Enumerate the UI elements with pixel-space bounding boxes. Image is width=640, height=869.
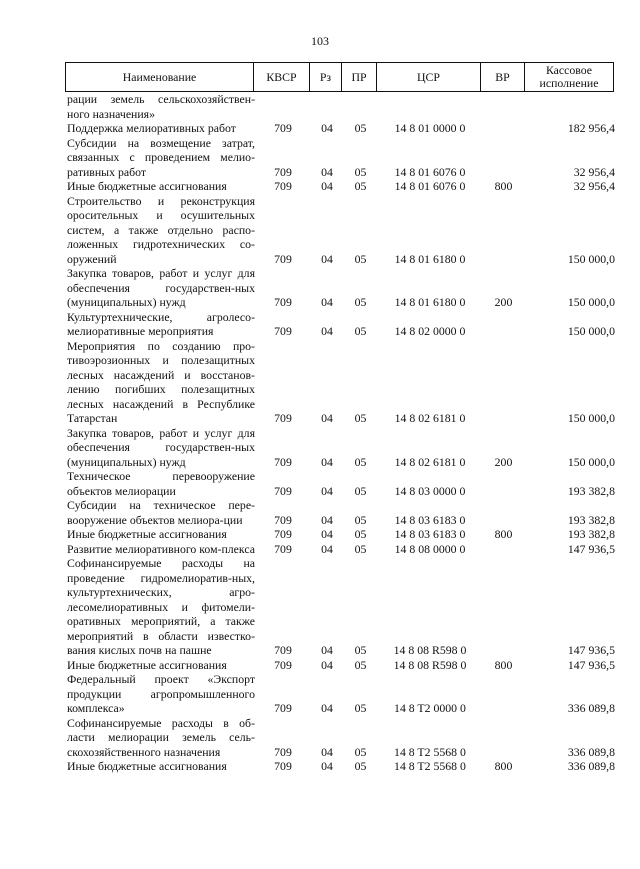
row-amount: 336 089,8 [567,744,615,759]
row-name: рации земель сельскохозяйствен-ного назначения» [67,92,255,121]
table-row [67,498,615,527]
row-csr: 14 8 T2 5568 0 [394,744,466,759]
header-rz: Рз [319,69,332,84]
row-pr: 05 [354,121,367,135]
row-amount: 182 956,4 [567,121,615,135]
row-rz: 04 [321,324,333,338]
row-kvsr: 709 [274,179,292,193]
row-rz: 04 [321,179,333,193]
row-kvsr: 709 [274,324,292,338]
row-rz: 04 [321,527,333,541]
row-pr: 05 [354,527,367,541]
row-vr: 800 [494,759,513,773]
row-amount: 147 936,5 [567,541,615,556]
table-header [65,62,614,92]
row-amount: 336 089,8 [567,759,615,773]
row-name: Закупка товаров, работ и услуг для обеспечения государствен-ных (муниципальных) нужд [67,266,255,309]
row-amount: 147 936,5 [567,643,615,657]
table-row [67,121,615,136]
row-name: Софинансируемые расходы в об-ласти мелиорации земель сель-скохозяйственного назначения [67,715,255,759]
row-amount: 32 956,4 [573,179,615,193]
row-csr: 14 8 01 6180 0 [394,251,466,266]
row-rz: 04 [321,541,333,556]
row-kvsr: 709 [274,411,292,425]
page-number: 103 [311,34,329,48]
row-name: Софинансируемые расходы на проведение гидромелиоратив-ных, культуртехнических, агро-лесомелиоративных и фитомели-оративных мероприятий, а также мероприятий в области известко-вания кислых почв на пашне [67,556,255,657]
row-pr: 05 [354,411,367,425]
row-csr: 14 8 01 6076 0 [394,164,466,179]
row-csr: 14 8 01 6180 0 [394,295,466,309]
row-amount: 147 936,5 [567,657,615,672]
row-amount: 193 382,8 [567,527,615,541]
table-row [67,469,615,498]
row-rz: 04 [321,643,333,657]
header-kvsr: КВСР [266,69,297,84]
row-rz: 04 [321,411,333,425]
row-kvsr: 709 [274,701,292,715]
row-name: Развитие мелиоративного ком-плекса [67,541,255,556]
row-csr: 14 8 03 0000 0 [394,483,466,498]
row-amount: 150 000,0 [567,295,615,309]
row-pr: 05 [354,701,367,715]
row-name: Культуртехнические, агролесо-мелиоративные мероприятия [67,309,255,338]
row-rz: 04 [321,251,333,266]
row-pr: 05 [354,179,367,193]
row-kvsr: 709 [274,251,292,266]
row-rz: 04 [321,701,333,715]
row-name: Строительство и реконструкция оросительных и осушительных систем, а также отдельно распо-ложенных гидротехнических со-оружений [67,193,255,266]
table-row [67,672,615,716]
row-vr: 800 [494,657,513,672]
row-kvsr: 709 [274,744,292,759]
row-kvsr: 709 [274,541,292,556]
table-row [67,136,615,180]
row-amount: 150 000,0 [567,251,615,266]
row-rz: 04 [321,121,333,135]
row-pr: 05 [354,657,367,672]
table-row [67,556,615,658]
row-name: Иные бюджетные ассигнования [67,179,227,193]
row-csr: 14 8 T2 0000 0 [394,701,466,715]
row-name: Иные бюджетные ассигнования [67,657,227,672]
table-row [67,92,615,121]
row-kvsr: 709 [274,759,292,773]
table-row [67,179,615,194]
row-rz: 04 [321,512,333,527]
row-csr: 14 8 02 0000 0 [394,324,466,338]
row-kvsr: 709 [274,527,292,541]
row-csr: 14 8 01 0000 0 [394,121,466,135]
table-row [67,194,615,267]
row-csr: 14 8 03 6183 0 [394,527,466,541]
header-amount: Кассовое исполнение [539,63,599,90]
row-name: Поддержка мелиоративных работ [67,121,236,135]
row-rz: 04 [321,454,333,469]
row-pr: 05 [354,483,367,498]
row-amount: 150 000,0 [567,454,615,469]
row-csr: 14 8 08 R598 0 [393,657,467,672]
row-name: Субсидии на техническое пере-вооружение объектов мелиора-ции [67,498,255,527]
row-amount: 193 382,8 [567,512,615,527]
row-rz: 04 [321,759,333,773]
row-amount: 193 382,8 [567,483,615,498]
row-name: Федеральный проект «Экспорт продукции агропромышленного комплекса» [67,672,255,715]
row-name: Техническое перевооружение объектов мелиорации [67,469,255,498]
row-name: Закупка товаров, работ и услуг для обеспечения государствен-ных (муниципальных) нужд [67,425,255,469]
table-row [67,759,615,774]
row-kvsr: 709 [274,164,292,179]
row-csr: 14 8 08 0000 0 [394,541,466,556]
row-name: Иные бюджетные ассигнования [67,527,227,541]
header-name: Наименование [122,69,197,84]
row-pr: 05 [354,759,367,773]
row-pr: 05 [354,454,367,469]
row-vr: 800 [494,527,513,541]
row-amount: 150 000,0 [567,324,615,338]
row-pr: 05 [354,541,367,556]
table-row [67,527,615,542]
row-kvsr: 709 [274,121,292,135]
row-csr: 14 8 08 R598 0 [393,643,467,657]
row-amount: 150 000,0 [567,411,615,425]
table-body [67,92,615,774]
row-name: Иные бюджетные ассигнования [67,759,227,773]
row-kvsr: 709 [274,512,292,527]
row-csr: 14 8 02 6181 0 [394,454,466,469]
row-vr: 200 [494,454,513,469]
table-row [67,310,615,339]
row-rz: 04 [321,164,333,179]
table-row [67,658,615,673]
row-rz: 04 [321,295,333,309]
row-rz: 04 [321,657,333,672]
row-pr: 05 [354,164,367,179]
row-kvsr: 709 [274,454,292,469]
row-csr: 14 8 01 6076 0 [394,179,466,193]
table-row [67,716,615,760]
header-vr: ВР [495,69,510,84]
row-rz: 04 [321,483,333,498]
row-csr: 14 8 T2 5568 0 [394,759,466,773]
row-name: Субсидии на возмещение затрат, связанных с проведением мелио-ративных работ [67,135,255,179]
row-vr: 200 [494,295,513,309]
row-pr: 05 [354,295,367,309]
row-pr: 05 [354,744,367,759]
row-pr: 05 [354,512,367,527]
row-kvsr: 709 [274,483,292,498]
row-name: Мероприятия по созданию про-тивоэрозионных и полезащитных лесных насаждений и восстанов-лению погибших полезащитных лесных насаждений в Республике Татарстан [67,338,255,425]
row-kvsr: 709 [274,295,292,309]
row-pr: 05 [354,251,367,266]
table-row [67,266,615,310]
table-row [67,426,615,470]
header-pr: ПР [351,69,367,84]
row-pr: 05 [354,643,367,657]
row-amount: 32 956,4 [573,164,615,179]
row-pr: 05 [354,324,367,338]
header-csr: ЦСР [417,69,440,84]
row-kvsr: 709 [274,643,292,657]
row-csr: 14 8 03 6183 0 [394,512,466,527]
row-csr: 14 8 02 6181 0 [394,411,466,425]
table-row [67,339,615,426]
table-row [67,542,615,557]
row-rz: 04 [321,744,333,759]
row-kvsr: 709 [274,657,292,672]
row-amount: 336 089,8 [567,701,615,715]
row-vr: 800 [494,179,513,193]
